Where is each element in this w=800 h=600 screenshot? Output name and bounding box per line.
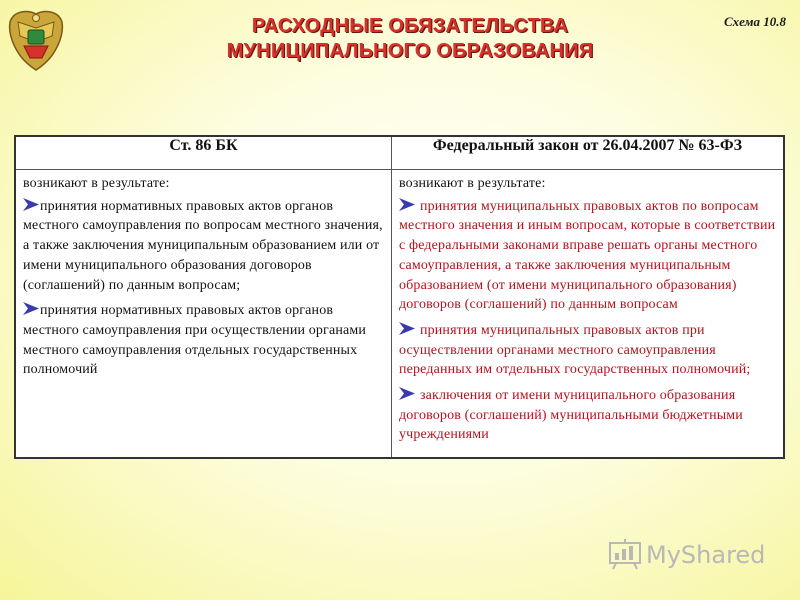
comparison-table	[14, 135, 785, 459]
col2-item-text: принятия муниципальных правовых актов по вопросам местного значения и иным вопросам, которые в соответствии с федеральными законами вправе решать органы местного самоуправления, а также заключения муниципальным образованием (от имени муниципального образования) договоров (соглашений) по данным вопросам	[399, 198, 776, 313]
scheme-label: Схема 10.8	[723, 14, 786, 29]
col2-header: Федеральный закон от 26.04.2007 № 63-ФЗ	[392, 136, 785, 170]
watermark-logo	[608, 538, 768, 570]
col2-cell	[392, 170, 785, 459]
arrow-bullet-icon	[399, 387, 415, 400]
col2-lead: возникают в результате:	[399, 176, 546, 191]
arrow-bullet-icon	[399, 322, 415, 335]
col2-item	[399, 197, 777, 315]
emblem-logo	[6, 8, 66, 72]
col2-item	[399, 321, 777, 380]
col1-item-text: принятия нормативных правовых актов органов местного самоуправления по вопросам местного значения, а также заключения муниципальным образованием или от имени муниципального образования договоров (соглашений) по данным вопросам;	[23, 198, 383, 293]
col2-item-text: принятия муниципальных правовых актов при осуществлении органами местного самоуправления переданных им отдельных государственных полномочий;	[399, 322, 751, 378]
col1-cell	[15, 170, 392, 459]
watermark-text: MyShared	[646, 541, 766, 569]
arrow-bullet-icon	[23, 198, 39, 211]
title-line-2: МУНИЦИПАЛЬНОГО ОБРАЗОВАНИЯ	[226, 40, 594, 62]
arrow-bullet-icon	[399, 198, 415, 211]
col1-header: Ст. 86 БК	[15, 136, 392, 170]
col1-item-text: принятия нормативных правовых актов органов местного самоуправления при осуществлении органами местного самоуправления отдельных государственных полномочий	[23, 303, 366, 378]
col1-item	[23, 301, 385, 380]
col2-item-text: заключения от имени муниципального образования договоров (соглашений) муниципальными бюджетными учреждениями	[399, 388, 743, 443]
col1-lead: возникают в результате:	[23, 176, 170, 191]
col2-item	[399, 386, 777, 445]
page-title	[110, 14, 710, 64]
arrow-bullet-icon	[23, 302, 39, 315]
col1-item	[23, 197, 385, 296]
title-line-1: РАСХОДНЫЕ ОБЯЗАТЕЛЬСТВА	[251, 15, 569, 37]
